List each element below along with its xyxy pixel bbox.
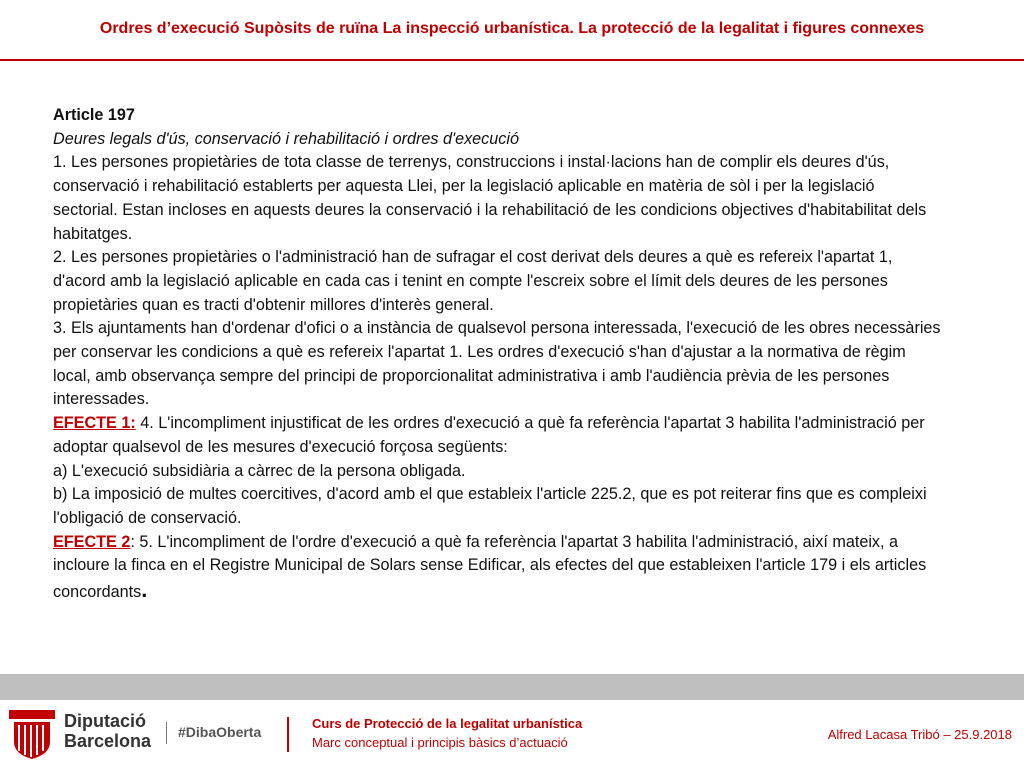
item-b: b) La imposició de multes coercitives, d'acord amb el que estableix l'article 225.2, que es pot reiterar fins que es compleixi l'obligació de conservació. xyxy=(53,485,927,527)
paragraph-3: 3. Els ajuntaments han d'ordenar d'ofici o a instància de qualsevol persona interessada, l'execució de les obres necessàries per conservar les condicions a què es refereix l'apartat 1. Les ordres d'execució s'han d'ajustar a la normativa de règim local, amb observança sempre del principi de proporcionalitat administrativa i amb l'audiència prèvia de les persones interessades. xyxy=(53,319,941,409)
effect-1-label: EFECTE 1: xyxy=(53,414,136,433)
diputacio-logo-icon xyxy=(9,710,55,760)
hashtag: #DibaOberta xyxy=(178,724,262,740)
header-divider xyxy=(0,59,1024,61)
paragraph-1: 1. Les persones propietàries de tota classe de terrenys, construccions i instal·lacions han de complir els deures d'ús, conservació i rehabilitació establerts per aquesta Llei, per la legislació aplicable en matèria de sòl i per la legislació sectorial. Estan incloses en aquests deures la conservació i la rehabilitació de les condicions objectives d'habitabilitat dels habitatges. xyxy=(53,153,927,243)
footer-divider xyxy=(287,717,289,752)
author-date: Alfred Lacasa Tribó – 25.9.2018 xyxy=(827,727,1012,742)
course-subtitle: Marc conceptual i principis bàsics d’actuació xyxy=(312,735,568,750)
course-title: Curs de Protecció de la legalitat urbanística xyxy=(312,716,583,731)
article-body xyxy=(53,104,943,605)
item-a: a) L'execució subsidiària a càrrec de la persona obligada. xyxy=(53,461,466,480)
slide-header xyxy=(0,0,1024,58)
article-title: Article 197 xyxy=(53,106,135,124)
paragraph-2: 2. Les persones propietàries o l'administració han de sufragar el cost derivat dels deures a què es refereix l'apartat 1, d'acord amb la legislació aplicable en cada cas i tenint en compte l'escreix sobre el límit dels deures de les persones propietàries quan es tracti d'obtenir millores d'interès general. xyxy=(53,248,893,314)
article-subtitle: Deures legals d'ús, conservació i rehabilitació i ordres d'execució xyxy=(53,129,519,148)
slide-title: Ordres d’execució Supòsits de ruïna La inspecció urbanística. La protecció de la legalitat i figures connexes xyxy=(99,20,925,37)
paragraph-5 xyxy=(53,531,943,605)
org-name-line-2: Barcelona xyxy=(64,731,152,751)
org-name-line-1: Diputació xyxy=(64,711,147,731)
effect-2-label: EFECTE 2 xyxy=(53,532,131,551)
final-period: . xyxy=(141,577,148,603)
course-info xyxy=(312,714,582,752)
paragraph-5-text: : 5. L'incompliment de l'ordre d'execució a què fa referència l'apartat 3 habilita l'administració, així mateix, a incloure la finca en el Registre Municipal de Solars sense Edificar, als efectes del que estableixen l'article 179 i els articles concordants xyxy=(53,532,927,602)
organization-name xyxy=(64,711,151,751)
paragraph-4-text: 4. L'incompliment injustificat de les ordres d'execució a què fa referència l'apartat 3 habilita l'administració per adoptar qualsevol de les mesures d'execució forçosa següents: xyxy=(53,414,925,456)
footer-band xyxy=(0,674,1024,700)
slide-footer xyxy=(0,700,1024,768)
org-separator xyxy=(166,722,167,744)
paragraph-4 xyxy=(53,412,943,459)
